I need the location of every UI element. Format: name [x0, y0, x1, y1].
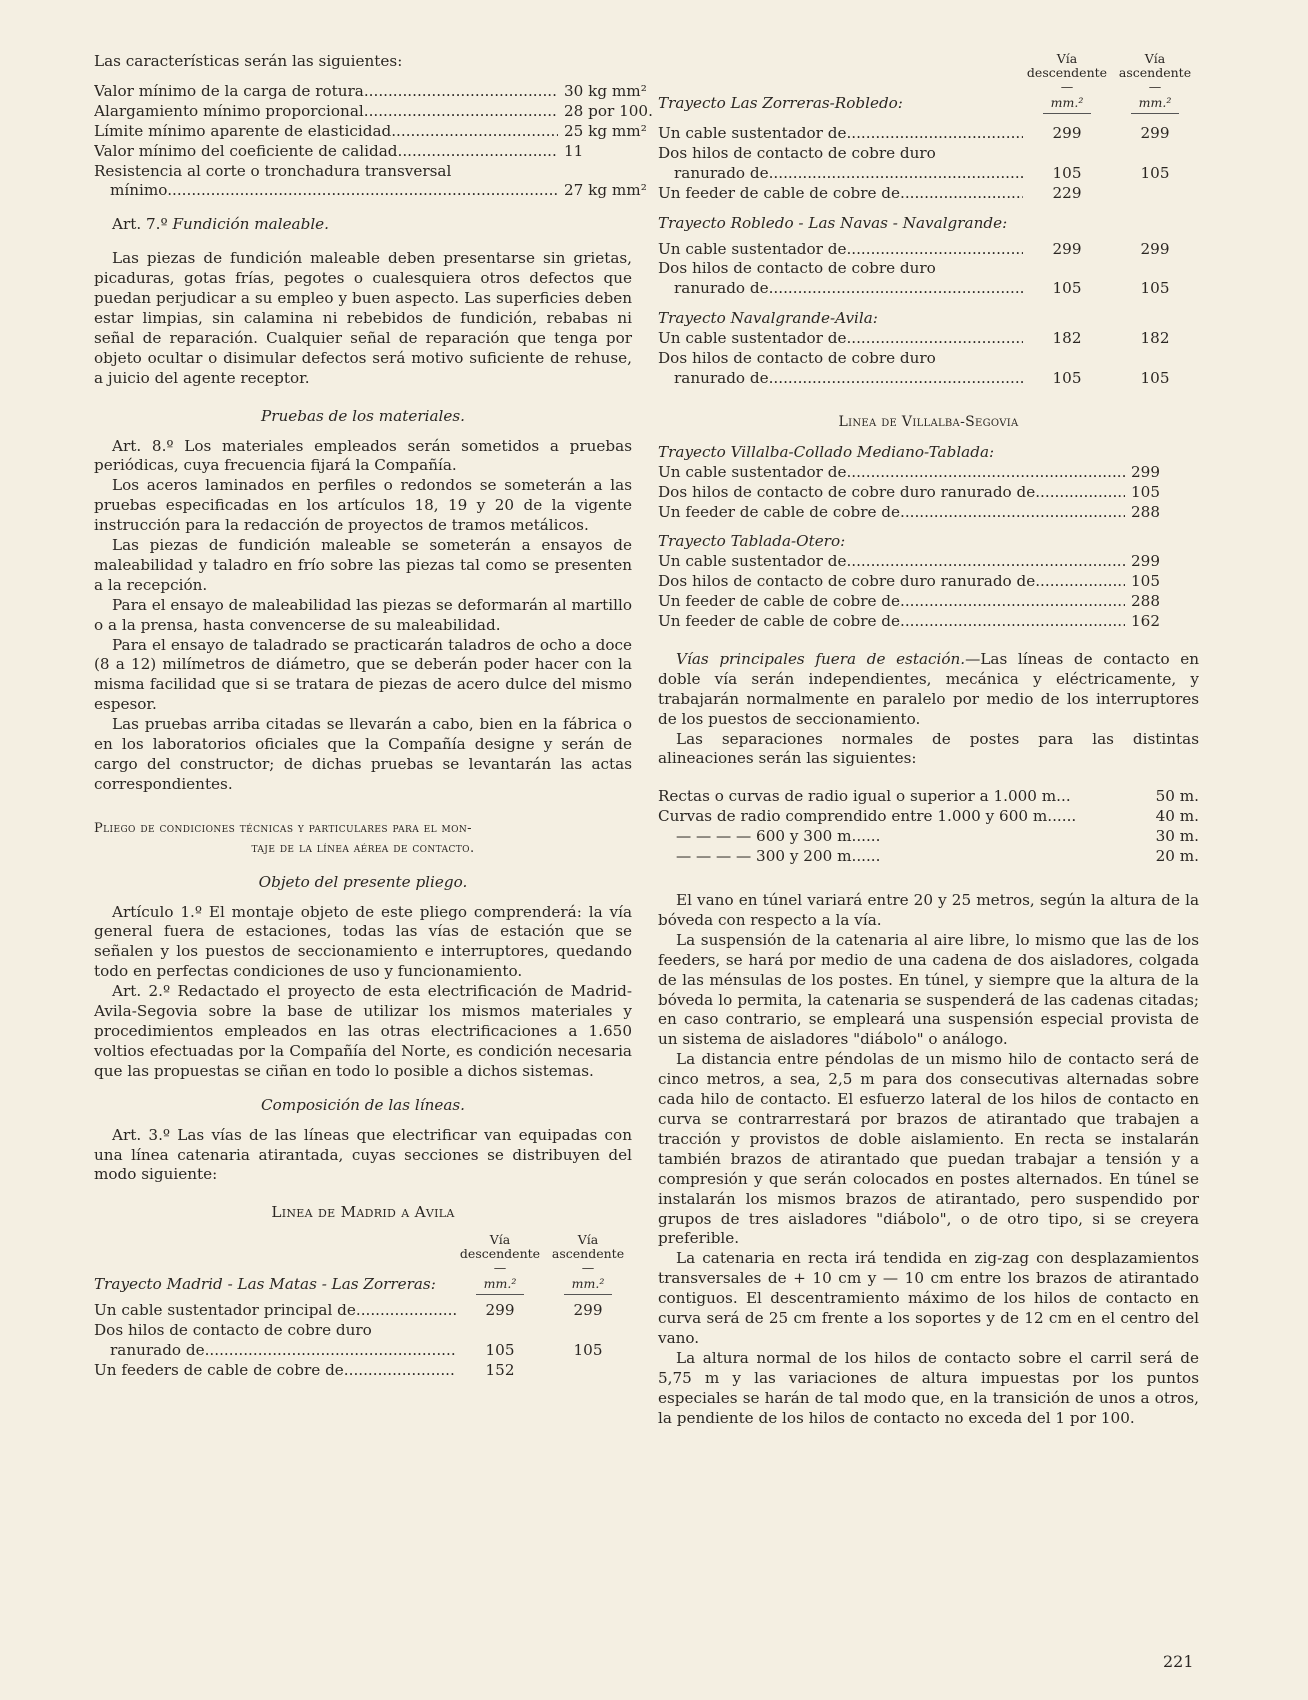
trayecto-tablada: Trayecto Tablada-Otero: [658, 532, 846, 551]
art8-para: Las piezas de fundición maleable se someterán a ensayos de maleabilidad y taladro en frío sobre las piezas tal como se presenten a la recepción. [94, 536, 632, 594]
spec-row: mínimo ..... 27 kg mm² [94, 181, 632, 201]
trayecto-zorreras: Trayecto Las Zorreras-Robledo: [658, 94, 903, 113]
linea-segovia-title: Linea de Villalba-Segovia [838, 413, 1019, 430]
spec-row-last-line1: Resistencia al corte o tronchadura transversal [94, 161, 452, 180]
art8-para: Para el ensayo de maleabilidad las piezas se deformarán al martillo o a la prensa, hasta convencerse de su maleabilidad. [94, 595, 632, 634]
trayecto-villalba: Trayecto Villalba-Collado Mediano-Tablada: [658, 442, 995, 461]
spec-row: Límite mínimo aparente de elasticidad ..... 25 kg mm² [94, 122, 632, 142]
vias-principales-para: Vías principales fuera de estación.—Las líneas de contacto en doble vía serán independientes, mecánica y eléctricamente, y trabajarán normalmente en paralelo por medio de los interruptores de los puestos de seccionamiento. [658, 649, 1199, 728]
art7-text: Las piezas de fundición maleable deben presentarse sin grietas, picaduras, gotas frías, pegotes o cualesquiera otros defectos que puedan perjudicar a su empleo y buen aspecto. Las superficies deben estar limpias, sin calamina ni rebebidos de fundición, rebabas ni señal de reparación. Cualquier señal de reparación que tenga por objeto ocultar o disimular defectos será motivo suficiente de rehuse, a juicio del agente receptor. [94, 249, 632, 387]
zorreras-table-header [658, 52, 1199, 114]
separation-row: — — — — 600 y 300 m...... 30 m. [676, 827, 1199, 846]
table-row: ranurado de ..... 105 105 [658, 164, 1199, 184]
spec-row: Valor mínimo del coeficiente de calidad ..... 11 [94, 142, 632, 162]
table-row: Dos hilos de contacto de cobre duro ranurado de ..... 105 [658, 572, 1199, 592]
madrid-table-header [94, 1233, 632, 1295]
art1-text: Artículo 1.º El montaje objeto de este pliego comprenderá: la vía general fuera de estaciones, todas las vías de estación que se señalen y los puestos de seccionamiento e interruptores, quedando todo en perfectas condiciones de uso y funcionamiento. [94, 902, 632, 981]
table-row: Dos hilos de contacto de cobre duro [658, 259, 936, 278]
table-row: Un feeder de cable de cobre de ..... 162 [658, 612, 1199, 632]
table-row: Dos hilos de contacto de cobre duro ranurado de ..... 105 [658, 483, 1199, 503]
spec-row: Valor mínimo de la carga de rotura ..... 30 kg mm² [94, 82, 632, 102]
page-number: 221 [1163, 1652, 1194, 1671]
body-para: La altura normal de los hilos de contacto sobre el carril será de 5,75 m y las variaciones de altura impuestas por los puntos especiales se harán de tal modo que, en la transición de unos a otros, la pendiente de los hilos de contacto no exceda del 1 por 100. [658, 1348, 1199, 1427]
table-row: Un feeder de cable de cobre de ..... 288 [658, 503, 1199, 523]
specs-intro: Las características serán las siguientes: [94, 52, 403, 70]
table-row: Un cable sustentador de ..... 299 [658, 552, 1199, 572]
body-para: La suspensión de la catenaria al aire libre, lo mismo que las de los feeders, se hará por medio de una cadena de dos aisladores, colgada de las ménsulas de los postes. En túnel, y siempre que la altura de la bóveda lo permita, la catenaria se suspenderá de las cadenas citadas; en caso contrario, se empleará una suspensión especial provista de un sistema de aisladores "diábolo" o análogo. [658, 930, 1199, 1049]
table-row: ranurado de ..... 105 105 [94, 1341, 632, 1361]
art7-heading: Art. 7.º Fundición maleable. [112, 215, 330, 234]
art2-text: Art. 2.º Redactado el proyecto de esta electrificación de Madrid-Avila-Segovia sobre la base de utilizar los mismos materiales y procedimientos empleados en las otras electrificaciones a 1.650 voltios efectuadas por la Compañía del Norte, es condición necesaria que las propuestas se ciñan en todo lo posible a dichos sistemas. [94, 982, 632, 1080]
separation-row: — — — — 300 y 200 m...... 20 m. [676, 847, 1199, 866]
table-row: Un cable sustentador de ..... 299 299 [658, 124, 1199, 144]
table-row: Dos hilos de contacto de cobre duro [94, 1321, 372, 1340]
col-asc-header: Vía ascendente — mm.² [1111, 52, 1199, 114]
pliego-title-line1: Pliego de condiciones técnicas y particulares para el mon- [94, 820, 472, 836]
art3-text: Art. 3.º Las vías de las líneas que electrificar van equipadas con una línea catenaria atirantada, cuyas secciones se distribuyen del modo siguiente: [94, 1125, 632, 1184]
table-row: Un cable sustentador de ..... 299 [658, 463, 1199, 483]
col-desc-header: Vía descendente — mm.² [1023, 52, 1111, 114]
table-row: Un cable sustentador de ..... 182 182 [658, 329, 1199, 349]
left-column [94, 52, 653, 1381]
col-asc-header: Vía ascendente — mm.² [544, 1233, 632, 1295]
table-row: ranurado de ..... 105 105 [658, 369, 1199, 389]
art8-para: Art. 8.º Los materiales empleados serán sometidos a pruebas periódicas, cuya frecuencia fijará la Compañía. [94, 436, 632, 475]
specs-list [94, 81, 653, 201]
table-row: Un feeder de cable de cobre de ..... 288 [658, 592, 1199, 612]
trayecto-robledo: Trayecto Robledo - Las Navas - Navalgrande: [658, 213, 1008, 232]
separation-row: Rectas o curvas de radio igual o superior a 1.000 m... 50 m. [658, 787, 1199, 806]
table-row: Un cable sustentador principal de ..... 299 299 [94, 1301, 632, 1321]
art8-para: Las pruebas arriba citadas se llevarán a cabo, bien en la fábrica o en los laboratorios oficiales que la Compañía designe y serán de cargo del constructor; de dichas pruebas se levantarán las actas correspondientes. [94, 715, 632, 793]
composicion-title: Composición de las líneas. [260, 1095, 466, 1114]
table-row: Dos hilos de contacto de cobre duro [658, 349, 936, 368]
table-row: ranurado de ..... 105 105 [658, 279, 1199, 299]
col-desc-header: Vía descendente — mm.² [456, 1233, 544, 1295]
table-row: Un feeder de cable de cobre de ..... 229 [658, 184, 1199, 204]
body-para: El vano en túnel variará entre 20 y 25 metros, según la altura de la bóveda con respecto a la vía. [658, 891, 1199, 929]
objeto-title: Objeto del presente pliego. [258, 872, 468, 891]
trayecto-navalgrande: Trayecto Navalgrande-Avila: [658, 309, 878, 328]
art8-para: Los aceros laminados en perfiles o redondos se someterán a las pruebas especificadas en los artículos 18, 19 y 20 de la vigente instrucción para la redacción de proyectos de tramos metálicos. [94, 476, 632, 535]
table-row: Un feeders de cable de cobre de ..... 152 [94, 1361, 632, 1381]
body-para: La catenaria en recta irá tendida en zig-zag con desplazamientos transversales de + 10 cm y — 10 cm entre los brazos de atirantado contiguos. El descentramiento máximo de los hilos de contacto en curva será de 25 cm frente a los soportes y de 12 cm en el centro del vano. [658, 1249, 1199, 1347]
table-row: Dos hilos de contacto de cobre duro [658, 143, 936, 162]
art8-para: Para el ensayo de taladrado se practicarán taladros de ocho a doce (8 a 12) milímetros de diámetro, que se deberán poder hacer con la misma facilidad que si se tratara de piezas de acero dulce del mismo espesor. [94, 635, 632, 714]
separation-row: Curvas de radio comprendido entre 1.000 y 600 m...... 40 m. [658, 807, 1199, 826]
separaciones-para: Las separaciones normales de postes para las distintas alineaciones serán las siguientes: [658, 729, 1199, 768]
linea-madrid-title: Linea de Madrid a Avila [271, 1203, 455, 1222]
spec-row: Alargamiento mínimo proporcional ..... 28 por 100. [94, 102, 632, 122]
pliego-title-line2: taje de la línea aérea de contacto. [251, 840, 475, 856]
pruebas-title: Pruebas de los materiales. [261, 406, 465, 425]
body-para: La distancia entre péndolas de un mismo hilo de contacto será de cinco metros, a sea, 2,5 m para dos consecutivas alternadas sobre cada hilo de contacto. El esfuerzo lateral de los hilos de contacto en curva se contrarrestará por brazos de atirantado que trabajen a tracción y provistos de doble aislamiento. En recta se instalarán también brazos de atirantado que puedan trabajar a tensión y a compresión y que serán colocados en postes alternados. En túnel se instalarán los mismos brazos de atirantado, pero suspendido por grupos de tres aisladores "diábolo", o de otro tipo, si se creyera preferible. [658, 1050, 1199, 1248]
right-column [658, 52, 1199, 1428]
trayecto-madrid: Trayecto Madrid - Las Matas - Las Zorreras: [94, 1275, 436, 1294]
table-row: Un cable sustentador de ..... 299 299 [658, 240, 1199, 260]
